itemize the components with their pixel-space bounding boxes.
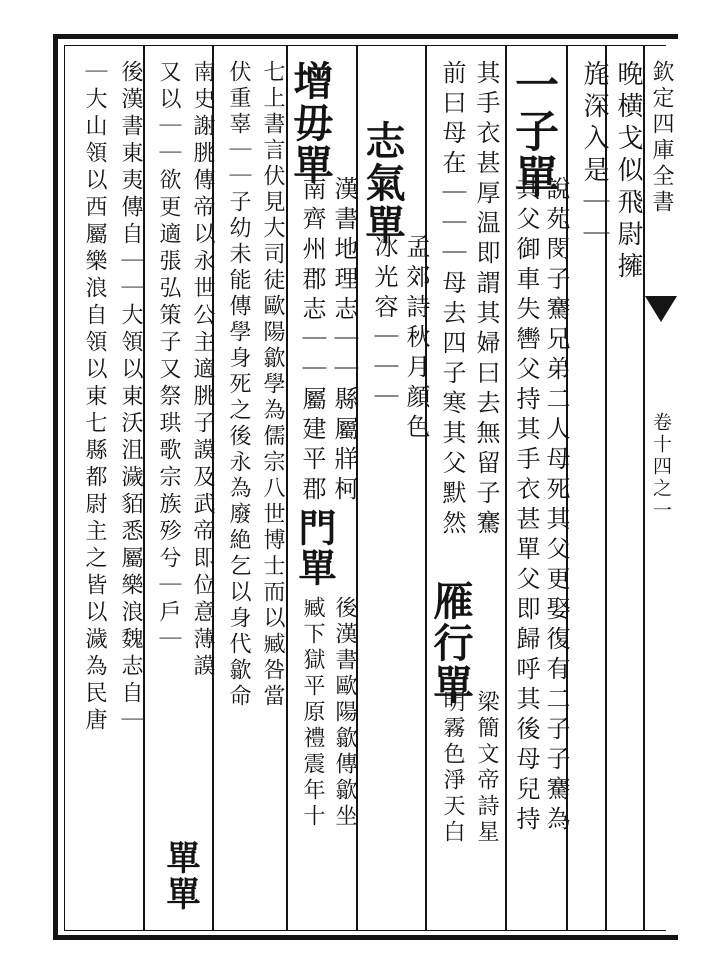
margin-juan-number: 卷十四之一: [650, 412, 672, 522]
text-column: 後漢書東夷傳自｜｜大領以東沃沮濊貊悉屬樂浪魏志自｜: [118, 60, 143, 735]
text-column: 旄深入是｜｜: [579, 60, 609, 252]
entry-heading: 門單: [292, 508, 337, 588]
text-column: 漢書地理志｜｜縣屬牂柯: [330, 176, 358, 506]
entry-heading: 單單: [160, 840, 200, 912]
text-column: 冰光容｜｜｜: [370, 234, 398, 414]
text-column: 晚横戈似飛尉擁: [613, 60, 643, 284]
entry-heading: 增毋單: [287, 60, 334, 186]
text-column: 明霧色淨天白: [440, 690, 465, 846]
column-rule: [425, 46, 427, 930]
text-column: 後漢書歐陽歙傳歙坐: [332, 596, 357, 830]
text-column: 又以｜｜欲更適張弘策子又祭珙歌宗族殄兮｜戶｜: [156, 60, 181, 654]
text-column: 孟郊詩秋月顔色: [402, 234, 430, 444]
text-column: 七上書言伏見大司徒歐陽歙學為儒宗八世博士而以臧咎當: [260, 60, 285, 710]
margin-book-title: 欽定四庫全書: [649, 60, 674, 216]
text-column: 說苑閔子騫兄弟二人母死其父更娶復有二子子騫為: [542, 176, 570, 836]
fishtail-mark-icon: [645, 296, 677, 322]
text-column: ｜大山領以西屬樂浪自領以東七縣都尉主之皆以濊為民唐: [82, 60, 107, 735]
text-column: 南齊州郡志｜｜屬建平郡: [298, 176, 326, 506]
text-column: 梁簡文帝詩星: [474, 690, 499, 846]
entry-heading: 志氣單: [359, 120, 406, 246]
entry-heading: 一子單: [507, 62, 558, 200]
text-column: 其手衣甚厚温即謂其婦曰去無留子騫: [472, 60, 500, 540]
text-column: 臧下獄平原禮震年十: [300, 596, 325, 830]
entry-heading: 雁行單: [427, 580, 474, 706]
text-column: 前曰母在｜｜｜母去四子寒其父默然: [438, 60, 466, 540]
text-column: 其父御車失轡父持其手衣甚單父即歸呼其後母兒持: [512, 176, 540, 836]
text-column: 南史謝朓傳帝以永世公主適朓子謨及武帝即位意薄謨: [190, 60, 215, 681]
text-column: 伏重辜｜｜子幼未能傳學身死之後永為廢絶乞以身代歙命: [226, 60, 251, 710]
